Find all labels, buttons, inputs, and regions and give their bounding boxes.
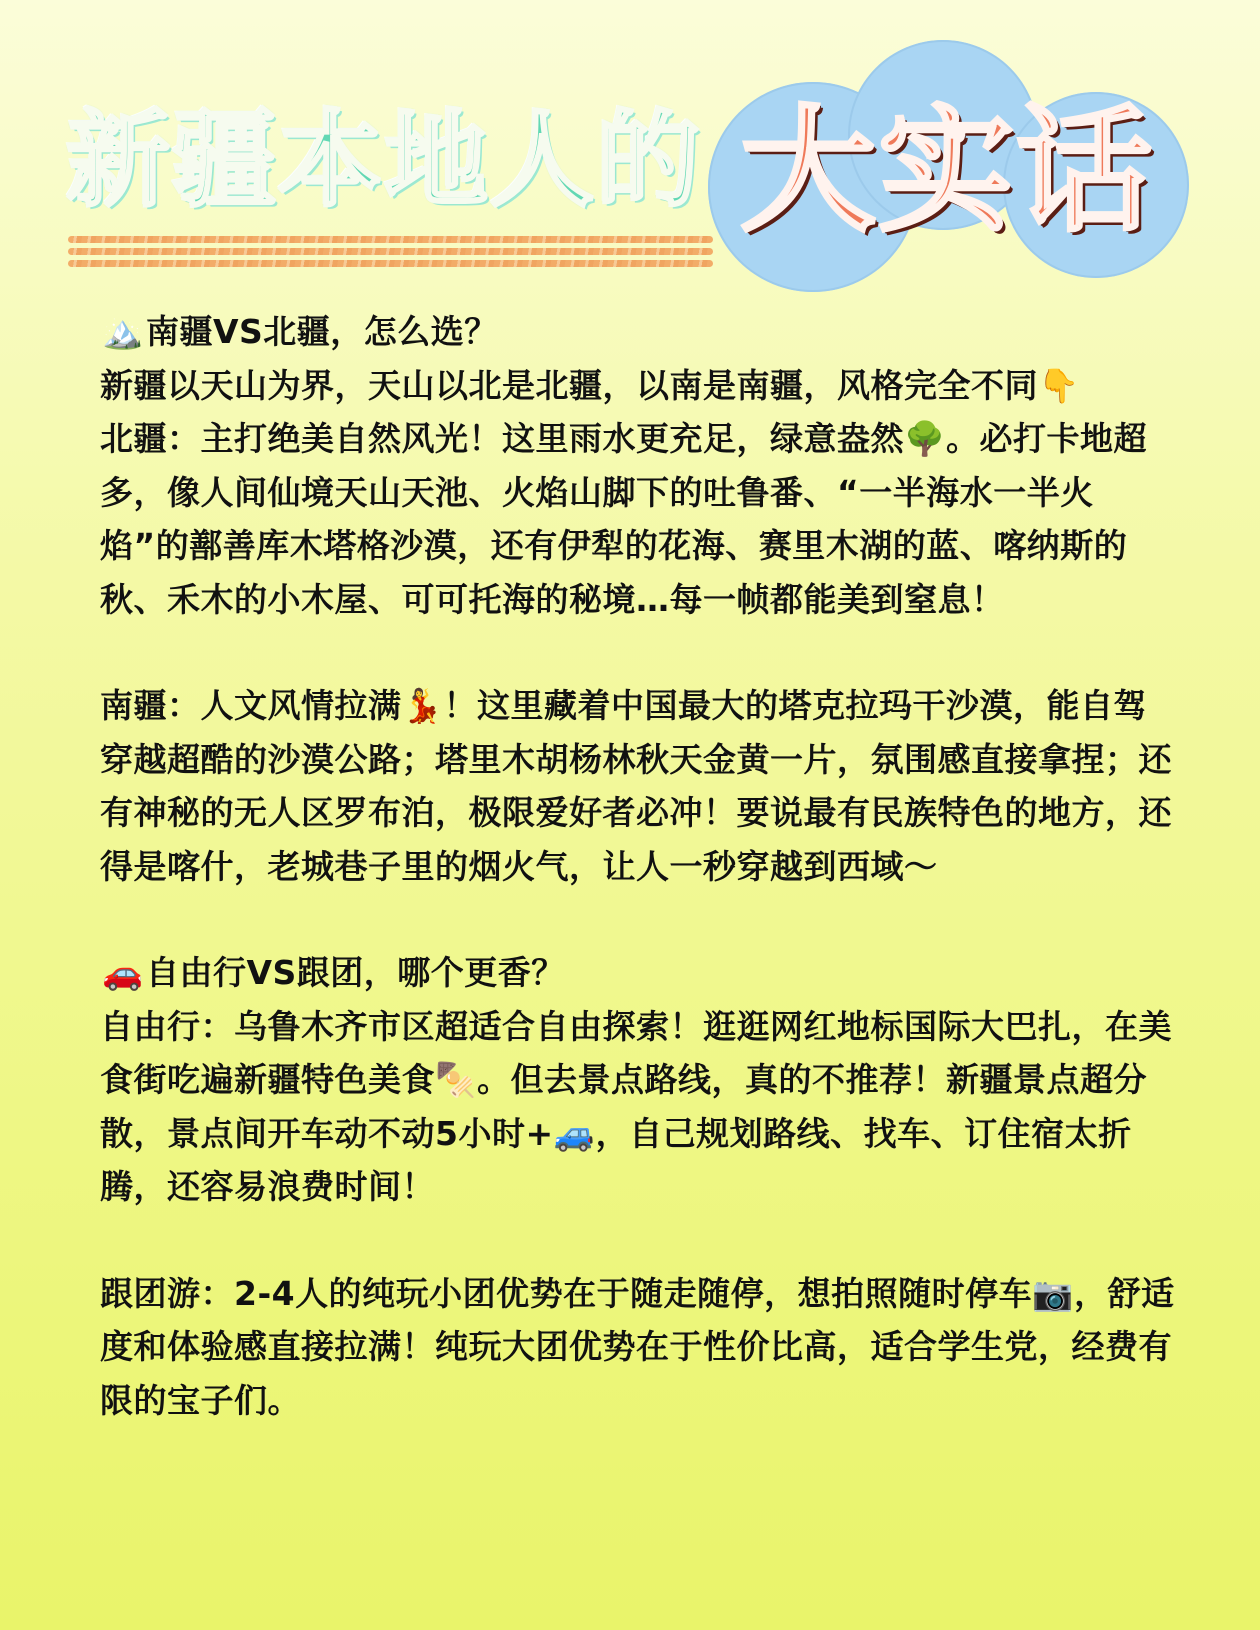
south-paragraph (100, 679, 1180, 893)
spacer (100, 893, 1180, 946)
tour-text-b: ，舒适度和体验感直接拉满！纯玩大团优势在于性价比高，适合学生党，经费有限的宝子们。 (100, 1273, 1175, 1420)
section-heading-travel-mode (100, 946, 1180, 1000)
free-text-a: 自由行：乌鲁木齐市区超适合自由探索！逛逛网红地标国际大巴扎，在美食街吃遍新疆特色美食 (100, 1006, 1172, 1099)
dancer-icon: 💃 (401, 686, 444, 725)
south-text-a: 南疆：人文风情拉满 (100, 686, 402, 725)
tour-paragraph (100, 1267, 1180, 1428)
car-icon: 🚗 (102, 953, 144, 992)
spacer (100, 1214, 1180, 1267)
north-text-a: 北疆：主打绝美自然风光！这里雨水更充足，绿意盎然 (100, 419, 904, 458)
title-left: 新疆本地人的 (66, 99, 703, 221)
header (0, 0, 1260, 290)
content (100, 305, 1180, 1427)
free-text-c: ，自己规划路线、找车、订住宿太折腾，还容易浪费时间！ (100, 1113, 1132, 1206)
free-text-b: 。但去景点路线，真的不推荐！新疆景点超分散，景点间开车动不动5小时+ (100, 1060, 1147, 1153)
pointing-down-icon: 👇 (1038, 365, 1080, 405)
south-text-b: ！这里藏着中国最大的塔克拉玛干沙漠，能自驾穿越超酷的沙漠公路；塔里木胡杨林秋天金黄一片，氛围感直接拿捏；还有神秘的无人区罗布泊，极限爱好者必冲！要说最有民族特色的地方，还得是喀什，老城巷子里的烟火气，让人一秒穿越到西域～ (100, 686, 1172, 886)
tree-icon: 🌳 (904, 419, 946, 458)
camera-icon: 📷 (1032, 1273, 1074, 1313)
north-paragraph (100, 412, 1180, 626)
heading-text: 自由行VS跟团，哪个更香？ (146, 953, 565, 992)
suv-icon: 🚙 (553, 1113, 596, 1153)
intro-text: 新疆以天山为界，天山以北是北疆，以南是南疆，风格完全不同 (100, 365, 1038, 405)
free-travel-paragraph (100, 1000, 1180, 1214)
title-right: 大实话 (740, 93, 1154, 251)
north-text-b: 。必打卡地超多，像人间仙境天山天池、火焰山脚下的吐鲁番、“一半海水一半火焰”的鄯善库木塔格沙漠，还有伊犁的花海、赛里木湖的蓝、喀纳斯的秋、禾木的小木屋、可可托海的秘境…每一帧都能美到窒息！ (100, 419, 1147, 619)
skewer-food-icon: 🍢 (435, 1060, 477, 1099)
title-underline (68, 236, 713, 266)
spacer (100, 626, 1180, 679)
heading-text: 南疆VS北疆，怎么选？ (146, 312, 498, 351)
mountain-icon: 🏔️ (102, 312, 144, 351)
intro-paragraph (100, 359, 1180, 413)
tour-text-a: 跟团游：2-4人的纯玩小团优势在于随走随停，想拍照随时停车 (100, 1273, 1033, 1313)
section-heading-north-south (100, 305, 1180, 359)
